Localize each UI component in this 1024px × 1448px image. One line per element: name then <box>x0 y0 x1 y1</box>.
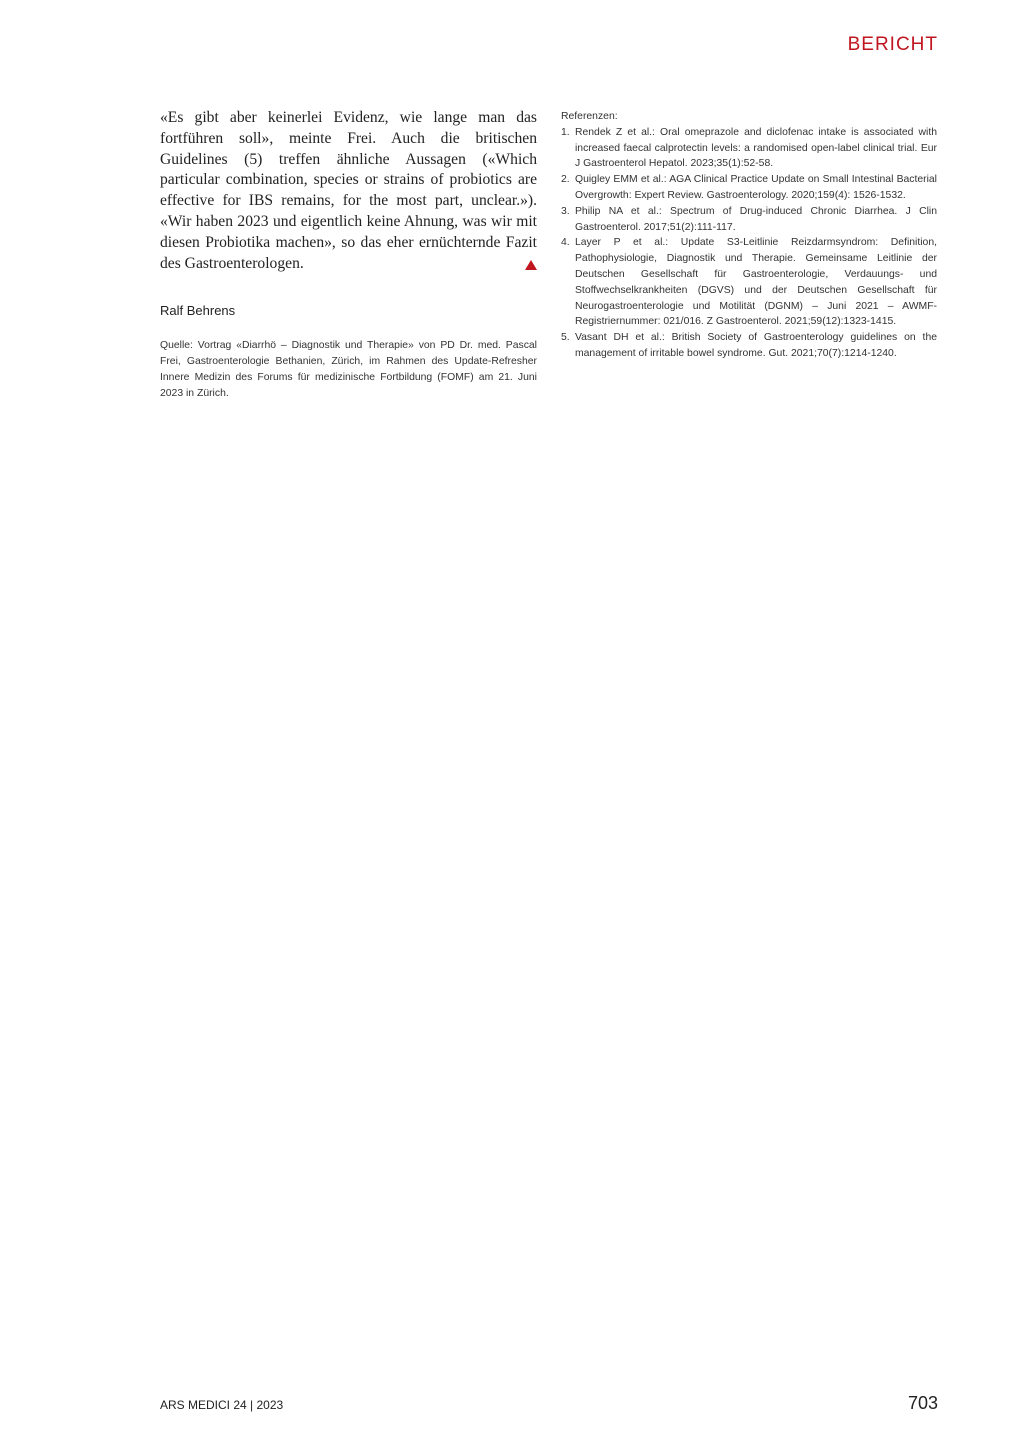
reference-text: Quigley EMM et al.: AGA Clinical Practice Update on Small Intestinal Bacterial Overgrowth: Expert Review. Gastroenterology. 2020;159(4): 1526-1532. <box>575 174 937 201</box>
reference-number: 1. <box>561 126 570 138</box>
page-number: 703 <box>907 1393 938 1413</box>
section-label: BERICHT <box>847 34 938 55</box>
reference-number: 3. <box>561 205 570 217</box>
reference-number: 4. <box>561 237 570 249</box>
reference-number: 2. <box>561 174 570 186</box>
reference-item <box>561 172 937 204</box>
journal-footer: ARS MEDICI 24 | 2023 <box>160 1398 284 1412</box>
article-body <box>160 108 537 274</box>
reference-text: Vasant DH et al.: British Society of Gastroenterology guidelines on the management of irritable bowel syndrome. Gut. 2021;70(7):1214-1240. <box>575 332 937 359</box>
author-name: Ralf Behrens <box>160 303 236 319</box>
article-body-text: «Es gibt aber keinerlei Evidenz, wie lange man das fortführen soll», meinte Frei. Auch die britischen Guidelines (5) treffen ähnliche Aussagen («Which particular combination, species or strains of probiotics are effective for IBS remains, for the most part, unclear.»). «Wir haben 2023 und eigentlich keine Ahnung, was wir mit diesen Probiotika machen», so das eher ernüchternde Fazit des Gastroenterologen. <box>160 109 537 272</box>
reference-item <box>561 204 937 236</box>
reference-item <box>561 125 937 172</box>
reference-number: 5. <box>561 332 570 344</box>
end-of-article-triangle-icon <box>525 260 537 270</box>
reference-item <box>561 330 937 362</box>
reference-text: Philip NA et al.: Spectrum of Drug-induced Chronic Diarrhea. J Clin Gastroenterol. 2017;51(2):111-117. <box>575 205 937 233</box>
reference-text: Rendek Z et al.: Oral omeprazole and diclofenac intake is associated with increased faecal calprotectin levels: a randomised open-label clinical trial. Eur J Gastroenterol Hepatol. 2023;35(1):52-58. <box>575 126 937 170</box>
references-column <box>561 109 937 362</box>
article-column <box>160 108 537 402</box>
reference-text: Layer P et al.: Update S3-Leitlinie Reizdarmsyndrom: Definition, Pathophysiologie, Diagnostik und Therapie. Gemeinsame Leitlinie der Deutschen Gesellschaft für Gastroenterologie, Verdauungs- und Stoffwechselkrankheiten (DGVS) und der Deutschen Gesellschaft für Neurogastroenterologie und Motilität (DGNM) – Juni 2021 – AWMF-Registriernummer: 021/016. Z Gastroenterol. 2021;59(12):1323-1415. <box>575 237 937 328</box>
source-note: Quelle: Vortrag «Diarrhö – Diagnostik und Therapie» von PD Dr. med. Pascal Frei, Gastroenterologie Bethanien, Zürich, im Rahmen des Update-Refresher Innere Medizin des Forums für medizinische Fortbildung (FOMF) am 21. Juni 2023 in Zürich. <box>160 340 537 399</box>
references-heading: Referenzen: <box>561 111 618 122</box>
reference-item <box>561 235 937 330</box>
references-list <box>561 125 937 362</box>
